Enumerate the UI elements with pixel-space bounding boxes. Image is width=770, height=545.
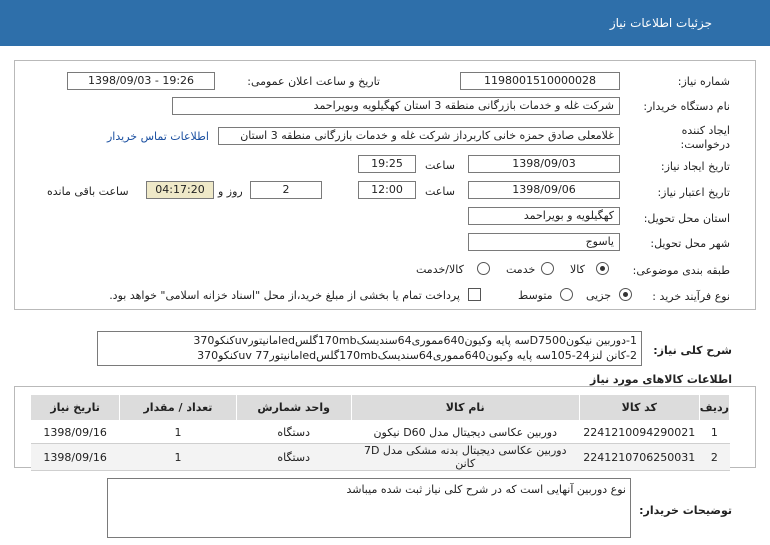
cell-code: 2241210706250031: [579, 444, 699, 471]
process-label: نوع فرآیند خرید :: [652, 290, 730, 303]
table-row[interactable]: [31, 421, 730, 444]
created-time-word: ساعت: [425, 159, 455, 172]
created-time-field[interactable]: 19:25: [358, 155, 416, 173]
cell-qty: 1: [120, 421, 236, 444]
cell-name: دوربین عکاسی دیجیتال مدل D60 نیکون: [351, 421, 579, 444]
goods-table: [30, 394, 730, 471]
col-row-index: ردیف: [699, 395, 729, 421]
buyer-notes-box[interactable]: [107, 478, 631, 538]
category-both-label: کالا/خدمت: [416, 263, 464, 276]
col-date: تاریخ نیاز: [31, 395, 120, 421]
col-qty: تعداد / مقدار: [120, 395, 236, 421]
category-label: طبقه بندی موضوعی:: [632, 264, 730, 277]
creator-label-1: ایجاد کننده: [681, 124, 730, 137]
cell-index: 2: [699, 444, 729, 471]
creator-field[interactable]: غلامعلی صادق حمزه خانی کاربرداز شرکت غله و خدمات بازرگانی منطقه 3 استان: [218, 127, 620, 145]
category-goods-label: کالا: [570, 263, 585, 276]
goods-section-title: اطلاعات کالاهای مورد نیاز: [590, 373, 732, 386]
cell-date: 1398/09/16: [31, 444, 120, 471]
col-unit: واحد شمارش: [236, 395, 351, 421]
need-number-label: شماره نیاز:: [677, 75, 730, 88]
category-both-radio[interactable]: [477, 262, 490, 275]
days-field[interactable]: 2: [250, 181, 322, 199]
province-label: استان محل تحویل:: [643, 212, 730, 225]
cell-name: دوربین عکاسی دیجیتال بدنه مشکی مدل 7D کانن: [351, 444, 579, 471]
cell-qty: 1: [120, 444, 236, 471]
valid-date-field[interactable]: 1398/09/06: [468, 181, 620, 199]
need-number-field[interactable]: 1198001510000028: [460, 72, 620, 90]
valid-time-word: ساعت: [425, 185, 455, 198]
general-desc-label: شرح کلی نیاز:: [653, 344, 732, 357]
table-row[interactable]: [31, 444, 730, 471]
contact-buyer-link[interactable]: اطلاعات تماس خریدار: [107, 130, 209, 143]
cell-unit: دستگاه: [236, 444, 351, 471]
cell-unit: دستگاه: [236, 421, 351, 444]
col-code: کد کالا: [579, 395, 699, 421]
process-partial-label: جزیی: [586, 289, 612, 302]
city-label: شهر محل تحویل:: [650, 237, 730, 250]
province-field[interactable]: کهگیلویه و بویراحمد: [468, 207, 620, 225]
created-date-label: تاریخ ایجاد نیاز:: [660, 160, 730, 173]
general-desc-line-2: 2-کانن لنز24-105سه پایه وکیون640مموری64سندیسک170mbگلسledمانیتور77 uvکنکو370: [197, 349, 637, 362]
remaining-word: ساعت باقی مانده: [47, 185, 129, 198]
col-name: نام کالا: [351, 395, 579, 421]
valid-time-field[interactable]: 12:00: [358, 181, 416, 199]
buyer-notes-text: نوع دوربین آنهایی است که در شرح کلی نیاز ثبت شده میباشد: [346, 483, 626, 496]
cell-code: 2241210094290021: [579, 421, 699, 444]
process-medium-label: متوسط: [518, 289, 553, 302]
creator-label-2: درخواست:: [680, 138, 730, 151]
page-title: جزئیات اطلاعات نیاز: [609, 16, 712, 30]
buyer-field[interactable]: شرکت غله و خدمات بازرگانی منطقه 3 استان کهگیلویه وبویراحمد: [172, 97, 620, 115]
category-goods-radio[interactable]: [596, 262, 609, 275]
buyer-label: نام دستگاه خریدار:: [643, 100, 730, 113]
announce-label: تاریخ و ساعت اعلان عمومی:: [247, 75, 380, 88]
cell-date: 1398/09/16: [31, 421, 120, 444]
days-word: روز و: [218, 185, 243, 198]
process-medium-radio[interactable]: [560, 288, 573, 301]
valid-date-label: تاریخ اعتبار نیاز:: [657, 186, 730, 199]
category-service-radio[interactable]: [541, 262, 554, 275]
general-desc-line-1: 1-دوربین نیکونD7500سه پایه وکیون640مموری64سندیسک170mbگلسledمانیتورuvکنکو370: [193, 334, 637, 347]
treasury-checkbox[interactable]: [468, 288, 481, 301]
created-date-field[interactable]: 1398/09/03: [468, 155, 620, 173]
remaining-time-field: 04:17:20: [146, 181, 214, 199]
cell-index: 1: [699, 421, 729, 444]
treasury-note: پرداخت تمام یا بخشی از مبلغ خرید،از محل "اسناد خزانه اسلامی" خواهد بود.: [109, 289, 460, 302]
general-desc-box[interactable]: [97, 331, 642, 366]
category-service-label: خدمت: [506, 263, 536, 276]
page-header: [0, 0, 770, 46]
buyer-notes-label: توضیحات خریدار:: [639, 504, 732, 517]
announce-field[interactable]: 1398/09/03 - 19:26: [67, 72, 215, 90]
city-field[interactable]: یاسوج: [468, 233, 620, 251]
process-partial-radio[interactable]: [619, 288, 632, 301]
